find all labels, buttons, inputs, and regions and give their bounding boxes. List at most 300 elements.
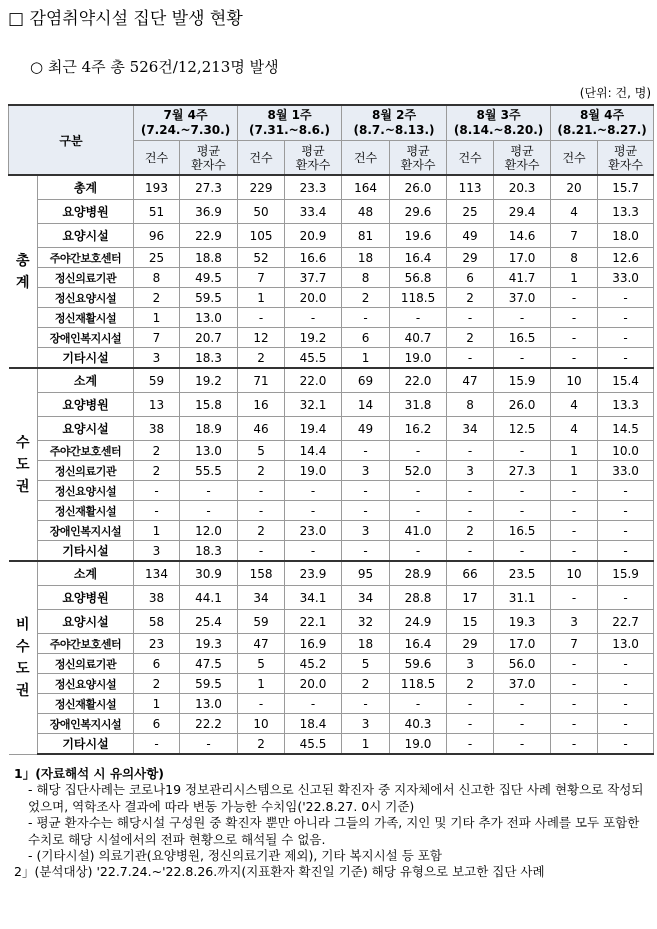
header-count: 건수: [238, 141, 285, 176]
cell-count: 3: [447, 654, 494, 674]
cell-count: 2: [238, 461, 285, 481]
cell-avg: -: [598, 734, 654, 755]
row-category: 주야간보호센터: [38, 248, 134, 268]
cell-count: -: [342, 441, 390, 461]
cell-count: -: [551, 328, 598, 348]
cell-avg: 12.5: [494, 417, 551, 441]
cell-count: -: [238, 541, 285, 562]
cell-count: -: [342, 501, 390, 521]
cell-avg: -: [598, 694, 654, 714]
cell-count: 6: [447, 268, 494, 288]
cell-avg: -: [390, 541, 447, 562]
cell-count: 96: [134, 224, 180, 248]
header-week: 7월 4주 (7.24.~7.30.): [134, 105, 238, 141]
cell-count: 18: [342, 248, 390, 268]
cell-avg: -: [494, 441, 551, 461]
cell-count: -: [447, 441, 494, 461]
cell-count: 8: [551, 248, 598, 268]
cell-count: 38: [134, 586, 180, 610]
cell-avg: 22.0: [390, 368, 447, 393]
cell-avg: 28.9: [390, 561, 447, 586]
table-row: [9, 541, 654, 562]
cell-avg: 37.0: [494, 674, 551, 694]
row-category: 소계: [38, 368, 134, 393]
table-row: [9, 481, 654, 501]
cell-avg: 40.3: [390, 714, 447, 734]
cell-count: 8: [342, 268, 390, 288]
cell-count: 3: [342, 714, 390, 734]
cell-avg: -: [285, 481, 342, 501]
row-category: 정신의료기관: [38, 654, 134, 674]
header-avg: 평균 환자수: [180, 141, 238, 176]
cell-count: -: [134, 501, 180, 521]
header-avg: 평균 환자수: [285, 141, 342, 176]
cell-count: 1: [342, 734, 390, 755]
cell-count: 47: [447, 368, 494, 393]
cell-avg: 41.0: [390, 521, 447, 541]
cell-count: -: [447, 714, 494, 734]
cell-avg: 118.5: [390, 674, 447, 694]
cell-avg: -: [598, 586, 654, 610]
cell-count: 3: [134, 541, 180, 562]
note-1c: - (기타시설) 의료기관(요양병원, 정신의료기관 제외), 기타 복지시설 등 포함: [28, 848, 442, 864]
cell-avg: 33.4: [285, 200, 342, 224]
cell-count: 2: [447, 288, 494, 308]
cell-avg: 22.1: [285, 610, 342, 634]
cell-count: 5: [342, 654, 390, 674]
cell-count: -: [342, 481, 390, 501]
cell-avg: -: [390, 308, 447, 328]
header-count: 건수: [447, 141, 494, 176]
cell-count: -: [238, 308, 285, 328]
cell-count: 1: [551, 441, 598, 461]
cell-avg: 19.0: [390, 734, 447, 755]
cell-avg: -: [598, 654, 654, 674]
cell-avg: 29.6: [390, 200, 447, 224]
cell-avg: -: [494, 481, 551, 501]
cell-count: -: [447, 501, 494, 521]
cell-count: 34: [447, 417, 494, 441]
cell-avg: 20.3: [494, 175, 551, 200]
table-row: [9, 521, 654, 541]
cell-count: 3: [134, 348, 180, 369]
header-avg: 평균 환자수: [598, 141, 654, 176]
cell-count: 48: [342, 200, 390, 224]
cell-avg: -: [598, 328, 654, 348]
cell-avg: 19.0: [390, 348, 447, 369]
cell-count: 8: [447, 393, 494, 417]
cell-avg: 15.7: [598, 175, 654, 200]
cell-avg: -: [180, 501, 238, 521]
group-label: 총 계: [9, 175, 38, 368]
cell-avg: -: [598, 288, 654, 308]
cell-avg: 23.0: [285, 521, 342, 541]
cell-count: -: [551, 694, 598, 714]
cell-count: 8: [134, 268, 180, 288]
cell-avg: 16.9: [285, 634, 342, 654]
cell-avg: 36.9: [180, 200, 238, 224]
cell-avg: 24.9: [390, 610, 447, 634]
cell-avg: 26.0: [494, 393, 551, 417]
cell-count: 49: [342, 417, 390, 441]
cell-avg: 31.8: [390, 393, 447, 417]
table-row: [9, 634, 654, 654]
cell-count: 2: [342, 674, 390, 694]
cell-count: 1: [238, 674, 285, 694]
table-row: [9, 200, 654, 224]
cell-count: 14: [342, 393, 390, 417]
cell-count: -: [551, 501, 598, 521]
cell-avg: 27.3: [494, 461, 551, 481]
row-category: 총계: [38, 175, 134, 200]
header-count: 건수: [134, 141, 180, 176]
row-category: 요양시설: [38, 610, 134, 634]
cell-count: 95: [342, 561, 390, 586]
note-1b: - 평균 환자수는 해당시설 구성원 중 확진자 뿐만 아니라 그들의 가족, 지인 및 기타 추가 전파 사례를 모두 포함한 수치로 해당 시설에서의 전파 현황으로 해석될 수 없음.: [28, 815, 640, 847]
cell-avg: 19.3: [180, 634, 238, 654]
cell-count: -: [134, 481, 180, 501]
cell-avg: 118.5: [390, 288, 447, 308]
table-row: [9, 561, 654, 586]
cell-avg: 32.1: [285, 393, 342, 417]
row-category: 정신요양시설: [38, 288, 134, 308]
cell-count: 2: [134, 441, 180, 461]
cell-avg: 56.8: [390, 268, 447, 288]
cell-avg: -: [598, 714, 654, 734]
cell-count: 29: [447, 248, 494, 268]
cell-count: 81: [342, 224, 390, 248]
cell-avg: 37.0: [494, 288, 551, 308]
cell-count: 32: [342, 610, 390, 634]
row-category: 정신요양시설: [38, 481, 134, 501]
cell-avg: 20.0: [285, 288, 342, 308]
cell-count: 47: [238, 634, 285, 654]
cell-count: 34: [342, 586, 390, 610]
cell-count: 5: [238, 441, 285, 461]
cell-count: -: [447, 541, 494, 562]
cell-avg: 20.9: [285, 224, 342, 248]
cell-count: 4: [551, 200, 598, 224]
row-category: 요양시설: [38, 224, 134, 248]
table-row: [9, 328, 654, 348]
group-total: [9, 175, 654, 368]
cell-count: 23: [134, 634, 180, 654]
cell-count: 66: [447, 561, 494, 586]
cell-count: -: [342, 308, 390, 328]
notes: [14, 766, 652, 881]
cell-avg: 15.4: [598, 368, 654, 393]
cell-count: 10: [551, 368, 598, 393]
row-category: 장애인복지시설: [38, 328, 134, 348]
cell-count: -: [342, 694, 390, 714]
cell-avg: 45.5: [285, 348, 342, 369]
cell-count: 29: [447, 634, 494, 654]
cell-avg: 18.0: [598, 224, 654, 248]
cell-count: 52: [238, 248, 285, 268]
cell-count: 3: [342, 461, 390, 481]
cell-avg: -: [598, 501, 654, 521]
cell-avg: 20.7: [180, 328, 238, 348]
cell-count: 113: [447, 175, 494, 200]
cell-count: 7: [238, 268, 285, 288]
table-row: [9, 248, 654, 268]
cell-count: -: [447, 481, 494, 501]
cell-avg: 52.0: [390, 461, 447, 481]
header-category: 구분: [9, 105, 134, 175]
cell-count: 2: [134, 288, 180, 308]
cell-count: 7: [551, 634, 598, 654]
cell-count: -: [447, 694, 494, 714]
table-row: [9, 175, 654, 200]
cell-count: 2: [447, 521, 494, 541]
cell-count: 1: [134, 694, 180, 714]
table-row: [9, 586, 654, 610]
table-row: [9, 654, 654, 674]
page-title: □ 감염취약시설 집단 발생 현황: [8, 9, 243, 29]
cell-avg: 16.6: [285, 248, 342, 268]
cell-count: -: [551, 481, 598, 501]
cell-count: 34: [238, 586, 285, 610]
table-row: [9, 417, 654, 441]
cell-avg: 16.4: [390, 248, 447, 268]
cell-count: -: [551, 288, 598, 308]
cell-count: 25: [447, 200, 494, 224]
cell-avg: 45.2: [285, 654, 342, 674]
cell-avg: 55.5: [180, 461, 238, 481]
cell-count: 46: [238, 417, 285, 441]
cell-count: 15: [447, 610, 494, 634]
cell-avg: 16.5: [494, 328, 551, 348]
header-week: 8월 3주 (8.14.~8.20.): [447, 105, 551, 141]
cell-avg: -: [598, 308, 654, 328]
cell-count: 2: [447, 674, 494, 694]
header-count: 건수: [551, 141, 598, 176]
cell-avg: 18.3: [180, 348, 238, 369]
cell-count: 2: [238, 521, 285, 541]
cell-count: 158: [238, 561, 285, 586]
cell-avg: -: [598, 348, 654, 369]
cell-avg: 29.4: [494, 200, 551, 224]
cell-avg: 22.7: [598, 610, 654, 634]
cell-avg: -: [390, 694, 447, 714]
cell-avg: -: [598, 674, 654, 694]
row-category: 요양병원: [38, 200, 134, 224]
row-category: 정신재활시설: [38, 501, 134, 521]
cell-count: 2: [342, 288, 390, 308]
cell-avg: 18.3: [180, 541, 238, 562]
cell-avg: -: [285, 308, 342, 328]
cell-avg: 22.9: [180, 224, 238, 248]
cell-avg: 18.4: [285, 714, 342, 734]
cell-avg: -: [494, 714, 551, 734]
cell-count: -: [551, 714, 598, 734]
row-category: 주야간보호센터: [38, 441, 134, 461]
cell-count: 5: [238, 654, 285, 674]
cell-avg: 19.2: [285, 328, 342, 348]
cell-avg: 23.5: [494, 561, 551, 586]
cell-avg: -: [598, 481, 654, 501]
cell-avg: 33.0: [598, 461, 654, 481]
cell-avg: 37.7: [285, 268, 342, 288]
cell-avg: 33.0: [598, 268, 654, 288]
cell-count: 2: [238, 734, 285, 755]
cell-avg: 25.4: [180, 610, 238, 634]
cell-count: 3: [447, 461, 494, 481]
cell-count: 6: [134, 654, 180, 674]
cell-avg: 16.2: [390, 417, 447, 441]
cell-count: 58: [134, 610, 180, 634]
cell-avg: 56.0: [494, 654, 551, 674]
cell-avg: -: [390, 481, 447, 501]
cell-count: 20: [551, 175, 598, 200]
cell-avg: -: [285, 501, 342, 521]
row-category: 정신재활시설: [38, 308, 134, 328]
table-row: [9, 610, 654, 634]
cell-avg: 30.9: [180, 561, 238, 586]
cell-avg: 44.1: [180, 586, 238, 610]
cell-avg: 49.5: [180, 268, 238, 288]
cell-avg: 14.6: [494, 224, 551, 248]
unit-label: (단위: 건, 명): [579, 86, 651, 100]
cell-count: 4: [551, 393, 598, 417]
cell-count: -: [551, 674, 598, 694]
table-row: [9, 734, 654, 755]
table-row: [9, 348, 654, 369]
cell-count: 51: [134, 200, 180, 224]
row-category: 정신의료기관: [38, 461, 134, 481]
cell-avg: 14.5: [598, 417, 654, 441]
cell-avg: 17.0: [494, 248, 551, 268]
row-category: 정신의료기관: [38, 268, 134, 288]
cell-avg: -: [285, 694, 342, 714]
table-row: [9, 441, 654, 461]
cell-count: 59: [238, 610, 285, 634]
group-label: 수 도 권: [9, 368, 38, 561]
cell-avg: 59.6: [390, 654, 447, 674]
cell-avg: 40.7: [390, 328, 447, 348]
cell-avg: 13.0: [180, 308, 238, 328]
header-week: 8월 4주 (8.21.~8.27.): [551, 105, 654, 141]
row-category: 장애인복지시설: [38, 521, 134, 541]
cell-avg: 15.9: [494, 368, 551, 393]
cell-count: 10: [238, 714, 285, 734]
cell-count: 59: [134, 368, 180, 393]
row-category: 요양시설: [38, 417, 134, 441]
cell-avg: -: [494, 694, 551, 714]
cell-avg: 22.0: [285, 368, 342, 393]
row-category: 요양병원: [38, 393, 134, 417]
cell-count: -: [551, 348, 598, 369]
cell-avg: 26.0: [390, 175, 447, 200]
note-1-heading: 1」(자료해석 시 유의사항): [14, 766, 165, 781]
cell-avg: 10.0: [598, 441, 654, 461]
cell-avg: -: [180, 481, 238, 501]
cell-count: 229: [238, 175, 285, 200]
cell-count: 7: [134, 328, 180, 348]
cell-avg: -: [180, 734, 238, 755]
table-row: [9, 368, 654, 393]
cell-count: 6: [342, 328, 390, 348]
table-row: [9, 461, 654, 481]
cell-count: 1: [134, 308, 180, 328]
cell-count: -: [134, 734, 180, 755]
cell-avg: 15.9: [598, 561, 654, 586]
cell-avg: 19.2: [180, 368, 238, 393]
table-row: [9, 393, 654, 417]
row-category: 주야간보호센터: [38, 634, 134, 654]
cell-count: 2: [134, 674, 180, 694]
row-category: 소계: [38, 561, 134, 586]
table-row: [9, 268, 654, 288]
header-avg: 평균 환자수: [494, 141, 551, 176]
cell-count: 3: [342, 521, 390, 541]
row-category: 정신요양시설: [38, 674, 134, 694]
table-row: [9, 308, 654, 328]
cell-avg: 45.5: [285, 734, 342, 755]
cell-avg: 23.9: [285, 561, 342, 586]
cell-count: -: [551, 734, 598, 755]
cell-avg: 13.3: [598, 200, 654, 224]
cell-avg: 15.8: [180, 393, 238, 417]
cell-avg: 59.5: [180, 674, 238, 694]
cell-avg: 20.0: [285, 674, 342, 694]
cell-avg: 23.3: [285, 175, 342, 200]
cell-avg: -: [494, 734, 551, 755]
group-capital: [9, 368, 654, 561]
table-row: [9, 288, 654, 308]
cell-avg: -: [598, 541, 654, 562]
cell-avg: 13.0: [180, 694, 238, 714]
cell-avg: 18.9: [180, 417, 238, 441]
cell-avg: 41.7: [494, 268, 551, 288]
cell-avg: -: [494, 541, 551, 562]
cell-avg: 16.5: [494, 521, 551, 541]
cell-count: 2: [238, 348, 285, 369]
cell-count: 2: [134, 461, 180, 481]
cell-count: 1: [342, 348, 390, 369]
cell-avg: 17.0: [494, 634, 551, 654]
cell-count: 2: [447, 328, 494, 348]
cell-count: 105: [238, 224, 285, 248]
row-category: 장애인복지시설: [38, 714, 134, 734]
cell-avg: -: [494, 348, 551, 369]
cell-count: 1: [134, 521, 180, 541]
cell-avg: 31.1: [494, 586, 551, 610]
cell-avg: 47.5: [180, 654, 238, 674]
row-category: 기타시설: [38, 541, 134, 562]
cell-count: 50: [238, 200, 285, 224]
cell-count: 1: [551, 268, 598, 288]
cell-avg: -: [494, 308, 551, 328]
cell-avg: 19.4: [285, 417, 342, 441]
row-category: 정신재활시설: [38, 694, 134, 714]
cell-count: -: [551, 586, 598, 610]
cell-count: 25: [134, 248, 180, 268]
cell-count: 1: [551, 461, 598, 481]
row-category: 기타시설: [38, 348, 134, 369]
cell-avg: 22.2: [180, 714, 238, 734]
cell-count: -: [551, 521, 598, 541]
note-1a: - 해당 집단사례는 코로나19 정보관리시스템으로 신고된 확진자 중 지자체에서 신고한 집단 사례 현황으로 작성되었으며, 역학조사 결과에 따라 변동 가능한 수치임('22.8.27. 0시 기준): [28, 782, 644, 814]
cell-avg: 19.0: [285, 461, 342, 481]
cell-avg: 19.6: [390, 224, 447, 248]
cell-count: -: [238, 481, 285, 501]
cell-avg: 19.3: [494, 610, 551, 634]
cell-count: 18: [342, 634, 390, 654]
cell-count: -: [238, 694, 285, 714]
cell-avg: 12.6: [598, 248, 654, 268]
cell-count: 17: [447, 586, 494, 610]
